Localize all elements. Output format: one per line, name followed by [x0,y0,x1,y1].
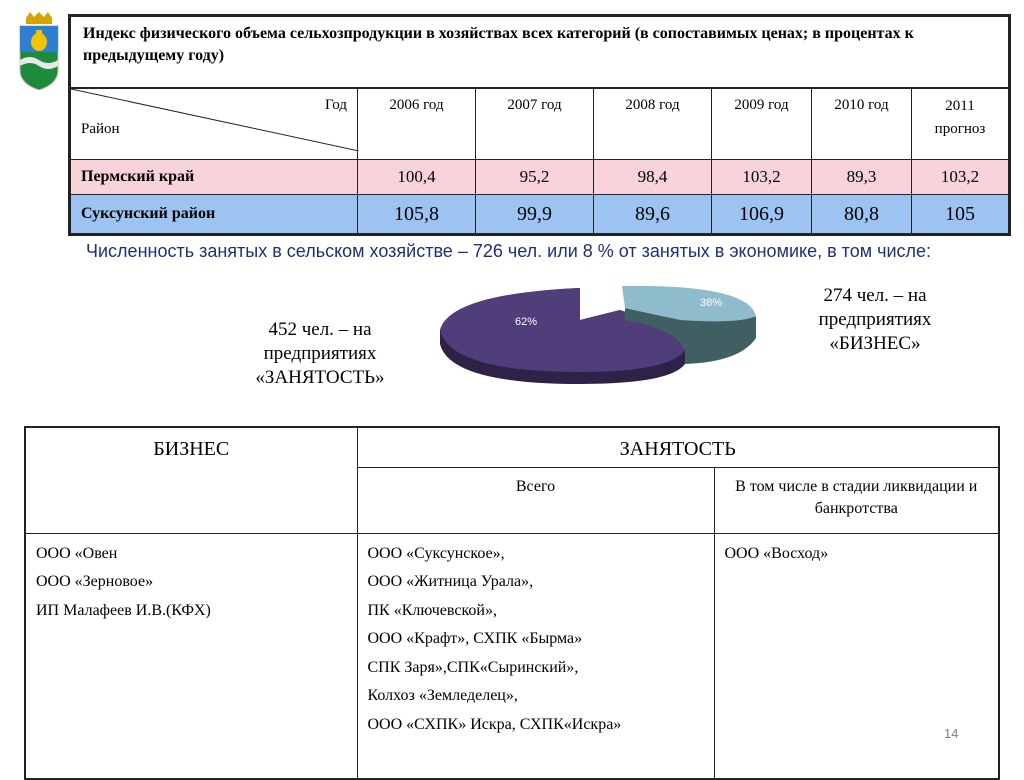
diagonal-divider [71,89,359,151]
list-item: ООО «СХПК» Искра, СХПК«Искра» [367,715,622,733]
list-item: СПК Заря»,СПК«Сыринский», [367,658,579,676]
index-value: 89,6 [594,195,712,235]
index-value: 95,2 [476,160,594,195]
employment-total-list [357,533,714,779]
index-value: 80,8 [812,195,912,235]
year-header-forecast [912,88,1010,160]
index-value: 98,4 [594,160,712,195]
index-value: 100,4 [358,160,476,195]
index-value: 103,2 [712,160,812,195]
page-number: 14 [944,726,959,741]
pie-label-employment: 452 чел. – на предприятиях «ЗАНЯТОСТЬ» [255,319,385,388]
index-value: 105 [912,195,1010,235]
list-item: ООО «Восход» [724,544,829,562]
pie-label-38: 38% [700,297,723,309]
pie-label-62: 62% [515,316,538,328]
table-row [70,160,1010,195]
index-value: 103,2 [912,160,1010,195]
corner-year-label: Год [324,97,347,113]
index-value: 105,8 [358,195,476,235]
list-item: ООО «Крафт», СХПК «Бырма» [367,630,583,647]
pie-label-business: 274 чел. – на предприятиях «БИЗНЕС» [818,285,932,354]
index-value: 106,9 [712,195,812,235]
list-item: ПК «Ключевской», [367,601,497,619]
liquidation-list [714,533,999,779]
list-item: ООО «Суксунское», [367,544,505,562]
employment-pie-chart [430,280,770,392]
corner-district-label: Район [81,121,120,137]
year-header: 2007 год [476,88,594,160]
list-item: ООО «Зерновое» [36,573,154,590]
year-header: 2006 год [358,88,476,160]
production-index-table [68,14,1011,236]
employment-header: ЗАНЯТОСТЬ [357,427,999,467]
year-header: 2008 год [594,88,712,160]
coat-of-arms-icon [16,12,62,90]
forecast-label: 2011 прогноз [934,98,986,137]
enterprise-table [24,426,1000,780]
index-value: 99,9 [476,195,594,235]
index-value: 89,3 [812,160,912,195]
total-subheader: Всего [357,467,714,533]
liquidation-subheader: В том числе в стадии ликвидации и банкротства [714,467,999,533]
list-item: ООО «Житница Урала», [367,573,534,590]
region-name: Пермский край [70,160,358,195]
business-header: БИЗНЕС [25,427,357,533]
list-item: ООО «Овен [36,544,118,562]
employment-summary: Численность занятых в сельском хозяйстве – 726 чел. или 8 % от занятых в экономике, в том числе: [86,241,932,261]
table-row [70,195,1010,235]
business-list [25,533,357,779]
district-name: Суксунский район [70,195,358,235]
year-header: 2010 год [812,88,912,160]
list-item: ИП Малафеев И.В.(КФХ) [36,601,211,619]
list-item: Колхоз «Земледелец», [367,687,518,704]
table-title: Индекс физического объема сельхозпродукции в хозяйствах всех категорий (в сопоставимых ценах; в процентах к предыдущему году) [70,16,1010,89]
year-header: 2009 год [712,88,812,160]
corner-header [70,88,358,160]
